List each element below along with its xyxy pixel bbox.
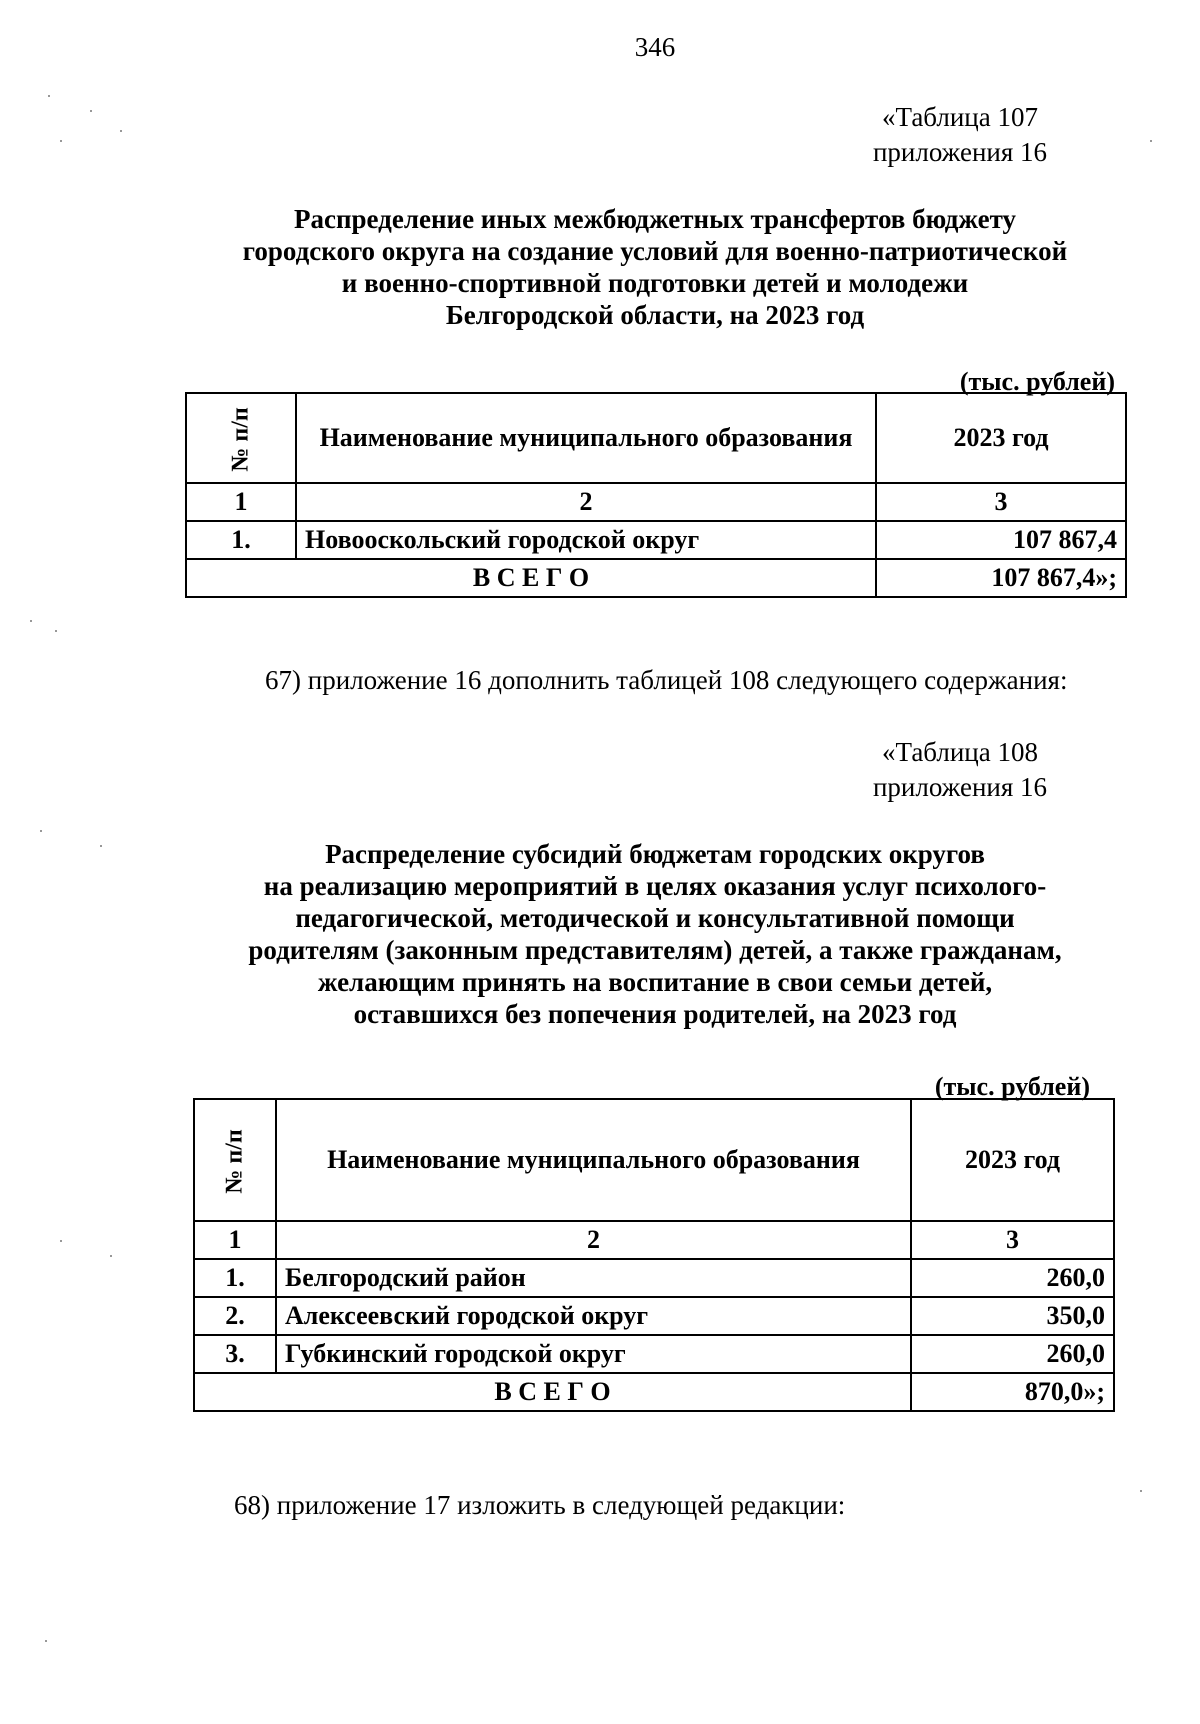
caption-line: «Таблица 107 bbox=[882, 102, 1038, 132]
total-label: В С Е Г О bbox=[194, 1373, 911, 1411]
title-line: родителям (законным представителям) детей, а также гражданам, bbox=[248, 935, 1062, 965]
scan-speck bbox=[60, 140, 62, 142]
header-number-cell bbox=[186, 393, 296, 483]
scan-speck bbox=[1150, 140, 1152, 142]
row-value: 107 867,4 bbox=[876, 521, 1126, 559]
column-number-row bbox=[186, 483, 1126, 521]
title-line: желающим принять на воспитание в свои семьи детей, bbox=[317, 967, 993, 997]
column-number: 1 bbox=[194, 1221, 276, 1259]
total-label: В С Е Г О bbox=[186, 559, 876, 597]
scan-speck bbox=[100, 845, 102, 847]
title-line: на реализацию мероприятий в целях оказания услуг психолого- bbox=[263, 871, 1047, 901]
header-name: Наименование муниципального образования bbox=[296, 393, 876, 483]
paragraph-67: 67) приложение 16 дополнить таблицей 108 следующего содержания: bbox=[265, 665, 1068, 695]
title-line: городского округа на создание условий для военно-патриотической bbox=[242, 236, 1068, 266]
header-year: 2023 год bbox=[876, 393, 1126, 483]
table-header-row bbox=[186, 393, 1126, 483]
scan-speck bbox=[30, 620, 32, 622]
total-row bbox=[186, 559, 1126, 597]
caption-line: приложения 16 bbox=[872, 772, 1048, 802]
title-line: педагогической, методической и консультативной помощи bbox=[295, 903, 1015, 933]
table-row bbox=[194, 1297, 1114, 1335]
table-row bbox=[194, 1259, 1114, 1297]
row-name: Алексеевский городской округ bbox=[276, 1297, 911, 1335]
table-107-caption bbox=[850, 100, 1070, 170]
column-number: 3 bbox=[876, 483, 1126, 521]
caption-line: «Таблица 108 bbox=[882, 737, 1038, 767]
header-name: Наименование муниципального образования bbox=[276, 1099, 911, 1221]
scan-speck bbox=[1140, 1490, 1142, 1492]
scan-speck bbox=[110, 1255, 112, 1257]
table-108-units: (тыс. рублей) bbox=[934, 1072, 1090, 1101]
table-108-caption bbox=[850, 735, 1070, 805]
column-number-row bbox=[194, 1221, 1114, 1259]
row-number: 2. bbox=[194, 1297, 276, 1335]
column-number: 2 bbox=[296, 483, 876, 521]
total-value: 107 867,4»; bbox=[876, 559, 1126, 597]
table-row bbox=[186, 521, 1126, 559]
row-name: Белгородский район bbox=[276, 1259, 911, 1297]
row-name: Новооскольский городской округ bbox=[296, 521, 876, 559]
row-number: 1. bbox=[194, 1259, 276, 1297]
caption-line: приложения 16 bbox=[872, 137, 1048, 167]
total-row bbox=[194, 1373, 1114, 1411]
total-value: 870,0»; bbox=[911, 1373, 1114, 1411]
column-number: 2 bbox=[276, 1221, 911, 1259]
scan-speck bbox=[45, 1640, 47, 1642]
row-name: Губкинский городской округ bbox=[276, 1335, 911, 1373]
paragraph-68: 68) приложение 17 изложить в следующей редакции: bbox=[234, 1490, 846, 1520]
header-number: № п/п bbox=[227, 407, 254, 472]
table-107-title bbox=[160, 203, 1150, 331]
row-value: 260,0 bbox=[911, 1259, 1114, 1297]
header-year: 2023 год bbox=[911, 1099, 1114, 1221]
title-line: Белгородской области, на 2023 год bbox=[445, 300, 865, 330]
row-value: 260,0 bbox=[911, 1335, 1114, 1373]
column-number: 3 bbox=[911, 1221, 1114, 1259]
title-line: Распределение субсидий бюджетам городских округов bbox=[325, 839, 985, 869]
row-value: 350,0 bbox=[911, 1297, 1114, 1335]
header-number-cell bbox=[194, 1099, 276, 1221]
scan-speck bbox=[120, 130, 122, 132]
table-108 bbox=[193, 1098, 1115, 1412]
scan-speck bbox=[55, 630, 57, 632]
column-number: 1 bbox=[186, 483, 296, 521]
title-line: Распределение иных межбюджетных трансфертов бюджету bbox=[294, 204, 1016, 234]
scan-speck bbox=[60, 1240, 62, 1242]
scan-speck bbox=[48, 95, 50, 97]
row-number: 1. bbox=[186, 521, 296, 559]
scan-speck bbox=[90, 110, 92, 112]
table-107-units: (тыс. рублей) bbox=[959, 367, 1115, 396]
table-107 bbox=[185, 392, 1127, 598]
scan-speck bbox=[40, 830, 42, 832]
table-header-row bbox=[194, 1099, 1114, 1221]
table-108-title bbox=[160, 838, 1150, 1030]
header-number: № п/п bbox=[221, 1129, 248, 1194]
table-row bbox=[194, 1335, 1114, 1373]
title-line: оставшихся без попечения родителей, на 2023 год bbox=[353, 999, 957, 1029]
title-line: и военно-спортивной подготовки детей и молодежи bbox=[341, 268, 969, 298]
page-number: 346 bbox=[634, 32, 676, 62]
row-number: 3. bbox=[194, 1335, 276, 1373]
